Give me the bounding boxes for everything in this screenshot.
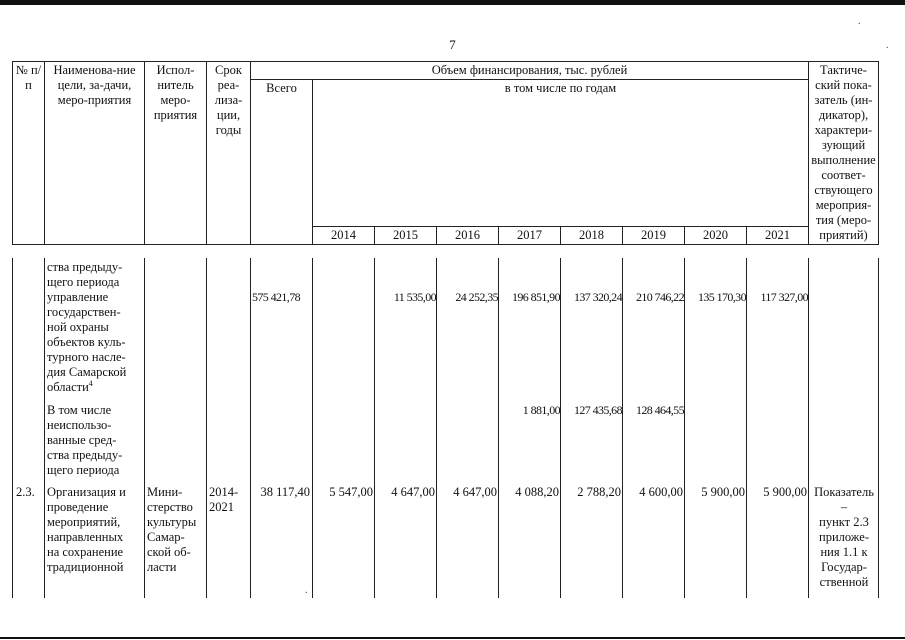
row3-total: 38 117,40: [260, 485, 310, 499]
row3-name: Организация и проведение мероприятий, направленных на сохранение традиционной: [47, 485, 126, 574]
row2-2017: 1 881,00: [522, 403, 560, 417]
row1-total: 575 421,78: [252, 290, 301, 304]
bottom-border-rule: [0, 637, 905, 639]
row1-2021: 117 327,00: [760, 290, 808, 304]
header-year-2019: 2019: [623, 227, 685, 245]
financing-table-body: [12, 258, 878, 598]
header-year-2021: 2021: [747, 227, 809, 245]
row1-name: ства предыду- щего периода управление государствен- ной охраны объектов куль- турного насле- дия Самарской области$^4$: [47, 260, 127, 394]
row3-2015: 4 647,00: [391, 485, 435, 499]
row3-2017: 4 088,20: [515, 485, 559, 499]
row2-2018: 127 435,68: [573, 403, 622, 417]
scan-speck: .: [886, 40, 889, 51]
row3-2014: 5 547,00: [329, 485, 373, 499]
row1-2015: 11 535,00: [393, 290, 436, 304]
row3-2020: 5 900,00: [701, 485, 745, 499]
row3-term: 2014- 2021: [209, 485, 239, 514]
header-col-indicator: Тактиче-ский пока-затель (ин-дикатор), характери-зующий выполнение соответ-ствующего мероприя-тия (меро-приятий): [809, 62, 879, 245]
row3-2018: 2 788,20: [577, 485, 621, 499]
row2-name: В том числе неиспользо- ванные сред- ства предыду- щего периода: [47, 403, 123, 477]
financing-table-header: [12, 61, 879, 245]
footnote-marker: 4: [88, 378, 93, 388]
header-financing-title: Объем финансирования, тыс. рублей: [251, 62, 809, 80]
row2-2019: 128 464,55: [635, 403, 684, 417]
header-col-executor: Испол-нитель меро-приятия: [145, 62, 207, 245]
header-year-2018: 2018: [561, 227, 623, 245]
header-year-2016: 2016: [437, 227, 499, 245]
page-number: 7: [449, 37, 456, 52]
header-col-term: Срок реа-лиза-ции, годы: [207, 62, 251, 245]
row3-executor: Мини- стерство культуры Самар- ской об- ласти: [147, 485, 197, 574]
header-years-group: в том числе по годам: [313, 80, 809, 227]
scan-speck: .: [305, 585, 308, 596]
row3-indicator: Показатель – пункт 2.3 приложе- ния 1.1 к Государ- ственной: [814, 485, 874, 589]
header-year-2015: 2015: [375, 227, 437, 245]
scan-speck: .: [858, 16, 861, 27]
row1-2016: 24 252,35: [455, 290, 498, 304]
row3-2021: 5 900,00: [763, 485, 807, 499]
header-col-total: Всего: [251, 80, 313, 245]
header-year-2020: 2020: [685, 227, 747, 245]
header-col-name: Наименова-ние цели, за-дачи, меро-приятия: [45, 62, 145, 245]
row1-2019: 210 746,22: [635, 290, 684, 304]
row3-2019: 4 600,00: [639, 485, 683, 499]
top-border-rule: [0, 0, 905, 5]
row3-2016: 4 647,00: [453, 485, 497, 499]
header-year-2017: 2017: [499, 227, 561, 245]
header-year-2014: 2014: [313, 227, 375, 245]
row1-2018: 137 320,24: [573, 290, 622, 304]
header-col-number: № п/п: [13, 62, 45, 245]
row3-number: 2.3.: [16, 485, 35, 499]
row1-2020: 135 170,30: [697, 290, 746, 304]
row1-2017: 196 851,90: [511, 290, 560, 304]
